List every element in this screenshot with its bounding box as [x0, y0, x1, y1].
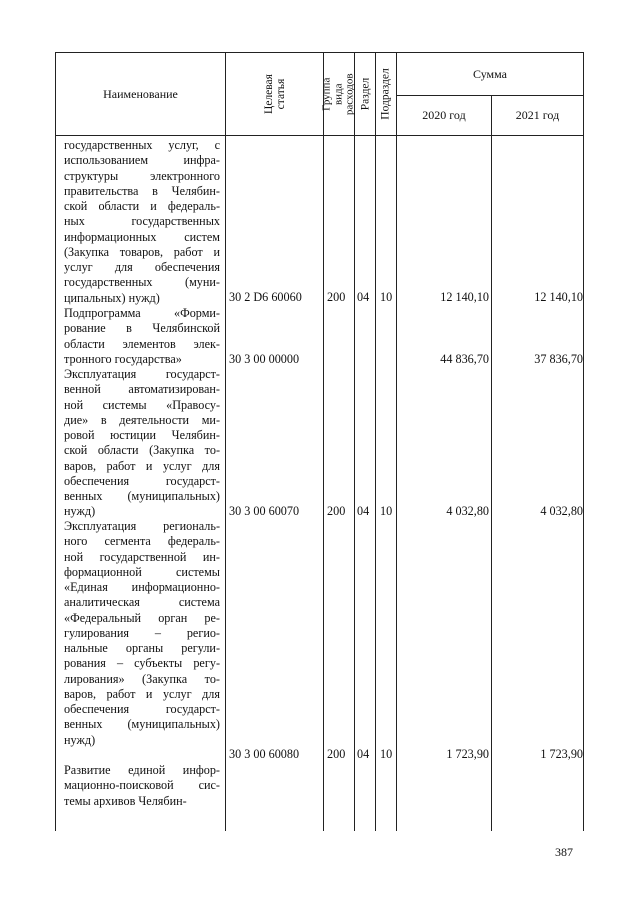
col-border-section [375, 52, 376, 831]
header-bottom-border [55, 135, 584, 136]
text-line: информационных систем [64, 229, 220, 244]
text-line: рование в Челябинской [64, 321, 220, 336]
text-line: формационной системы [64, 564, 220, 579]
row-4-2021: 1 723,90 [540, 747, 583, 761]
text-line: структуры электронного [64, 168, 220, 183]
col-border-right [583, 52, 584, 831]
col-border-left [55, 52, 56, 831]
text-line: дие» в деятельности ми- [64, 412, 220, 427]
page-number: 387 [555, 845, 573, 859]
text-line: лирования» (Закупка то- [64, 671, 220, 686]
row-3-subsection: 10 [380, 504, 393, 518]
text-line: гулирования – регио- [64, 625, 220, 640]
row-2-name [64, 306, 220, 367]
text-line: обеспечения государст- [64, 702, 220, 716]
row-4-article: 30 3 00 60080 [229, 747, 300, 761]
text-line: венных (муниципальных) [64, 489, 220, 503]
text-line: ной государственной ин- [64, 549, 220, 564]
sum-header-divider [396, 95, 584, 96]
row-4-subsection: 10 [380, 747, 393, 761]
text-line: Эксплуатация региональ- [64, 519, 220, 533]
header-year-2020: 2020 год [422, 108, 466, 122]
row-4-2020: 1 723,90 [446, 747, 489, 761]
row-3-name [64, 367, 220, 520]
text-line: венной автоматизирован- [64, 382, 220, 397]
text-line: услуг для обеспечения [64, 260, 220, 274]
row-3-article: 30 3 00 60070 [229, 504, 300, 518]
header-section [355, 53, 375, 135]
col-border-name [225, 52, 226, 831]
text-line: области элементов элек- [64, 336, 220, 351]
text-line: ной системы «Правосу- [64, 397, 220, 412]
text-line: государственных услуг, с [64, 138, 220, 152]
row-2-article: 30 3 00 00000 [229, 352, 300, 366]
text-line: рования – субъекты регу- [64, 656, 220, 671]
text-line: (Закупка товаров, работ и [64, 244, 220, 259]
row-2-2020: 44 836,70 [440, 352, 489, 366]
text-line: ровой юстиции Челябин- [64, 428, 220, 442]
text-line: ской области (Закупка то- [64, 443, 220, 458]
row-1-name [64, 138, 220, 306]
row-3-2020: 4 032,80 [446, 504, 489, 518]
header-section-text: Раздел [359, 77, 371, 111]
text-line: ципальных) нужд) [64, 290, 160, 305]
row-3-2021: 4 032,80 [540, 504, 583, 518]
text-line: темы архивов Челябин- [64, 793, 187, 808]
row-4-name [64, 519, 220, 748]
row-1-group: 200 [327, 290, 346, 304]
text-line: нужд) [64, 732, 96, 747]
row-4-group: 200 [327, 747, 346, 761]
text-line: Эксплуатация государст- [64, 367, 220, 381]
col-border-group [354, 52, 355, 831]
header-expense-group-text: Группа вида расходов [320, 73, 356, 115]
header-subsection [376, 53, 396, 135]
text-line: аналитическая система [64, 595, 220, 610]
text-line: Подпрограмма «Форми- [64, 306, 220, 320]
header-target-article [226, 53, 323, 135]
row-4-section: 04 [357, 747, 370, 761]
text-line: варов, работ и услуг для [64, 686, 220, 701]
header-name: Наименование [103, 87, 178, 101]
row-1-section: 04 [357, 290, 370, 304]
text-line: «Единая информационно- [64, 580, 220, 594]
header-subsection-text: Подраздел [380, 68, 392, 120]
header-expense-group [320, 53, 356, 135]
col-border-subsection [396, 52, 397, 831]
row-1-subsection: 10 [380, 290, 393, 304]
row-1-article: 30 2 D6 60060 [229, 290, 302, 304]
text-line: правительства в Челябин- [64, 183, 220, 198]
text-line: государственных (муни- [64, 275, 220, 290]
row-3-group: 200 [327, 504, 346, 518]
row-1-2021: 12 140,10 [534, 290, 583, 304]
text-line: ных государственных [64, 214, 220, 229]
text-line: ного сегмента федераль- [64, 534, 220, 549]
col-border-article [323, 52, 324, 831]
text-line: Развитие единой инфор- [64, 763, 220, 777]
text-line: мационно-поисковой сис- [64, 778, 220, 793]
header-year-2021: 2021 год [515, 108, 560, 122]
header-target-article-text: Целевая статья [262, 74, 287, 114]
text-line: обеспечения государст- [64, 473, 220, 488]
text-line: «Федеральный орган ре- [64, 610, 220, 625]
text-line: тронного государства» [64, 351, 182, 366]
col-border-year [491, 95, 492, 831]
text-line: использованием инфра- [64, 153, 220, 168]
header-sum: Сумма [473, 67, 507, 81]
row-3-section: 04 [357, 504, 370, 518]
text-line: варов, работ и услуг для [64, 458, 220, 473]
row-1-2020: 12 140,10 [440, 290, 489, 304]
row-2-2021: 37 836,70 [534, 352, 583, 366]
text-line: нальные органы регули- [64, 641, 220, 655]
row-5-name [64, 763, 220, 809]
text-line: венных (муниципальных) [64, 717, 220, 732]
text-line: ской области и федераль- [64, 199, 220, 213]
text-line: нужд) [64, 504, 96, 519]
